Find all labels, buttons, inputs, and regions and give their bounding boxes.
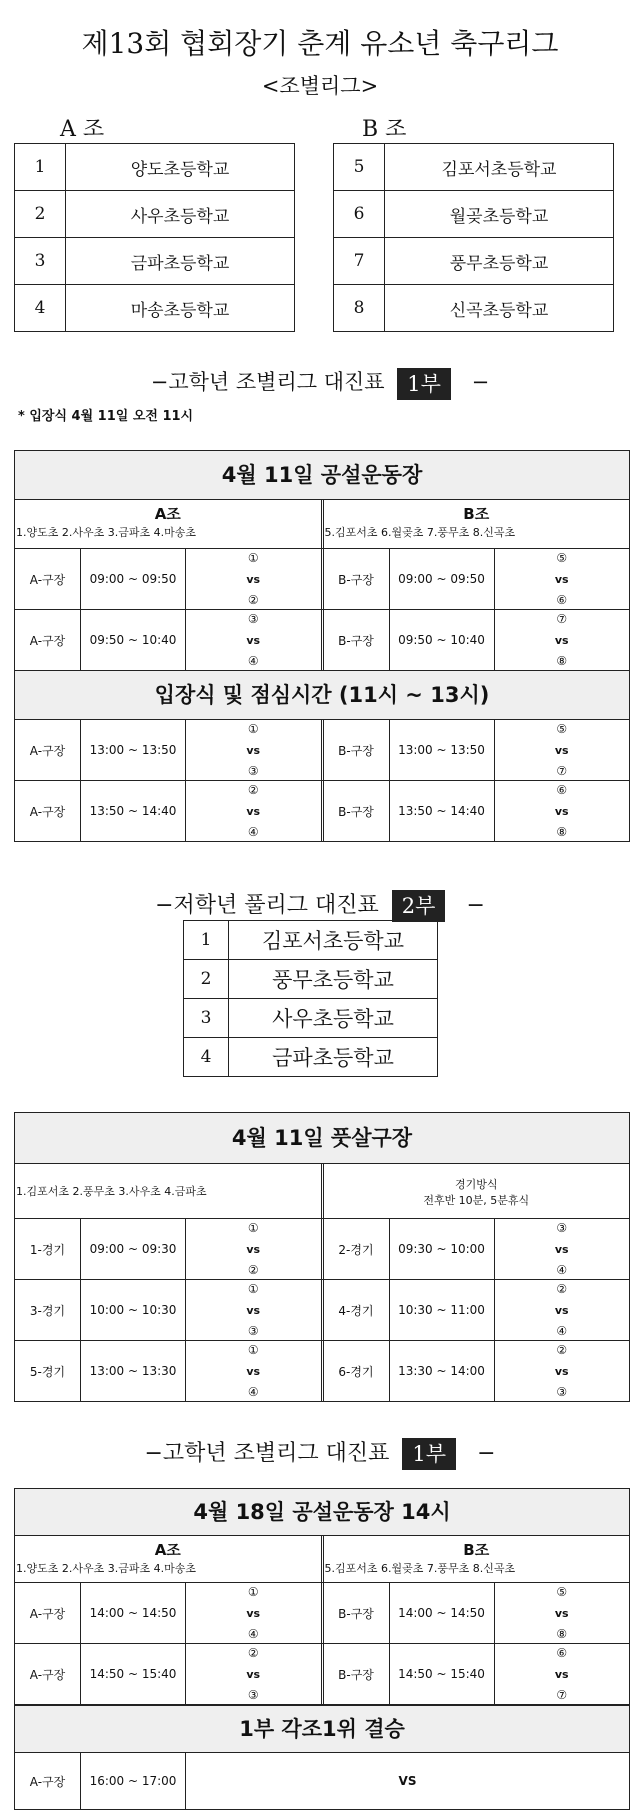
- schedule-band: 4월 11일 공설운동장: [15, 451, 629, 500]
- part-badge: 1부: [397, 368, 451, 400]
- team-marker: ④: [247, 825, 259, 839]
- match-right: [324, 781, 630, 841]
- team-marker: ⑦: [556, 764, 568, 778]
- group-a-table: [14, 143, 295, 332]
- group-header: [15, 1536, 629, 1583]
- time-cell: 13:00 ~ 13:30: [81, 1341, 186, 1401]
- pool-header: [15, 1164, 629, 1219]
- team-marker: ⑥: [556, 783, 568, 797]
- group-header: [15, 500, 629, 549]
- match-row: [15, 720, 629, 781]
- team-num: 6: [334, 191, 385, 238]
- team-num: 5: [334, 144, 385, 191]
- matchup-cell: [186, 610, 321, 670]
- vs-label: vs: [246, 1303, 261, 1317]
- game-cell: 3-경기: [15, 1280, 81, 1340]
- vs-label: vs: [246, 743, 261, 757]
- heading-dash: −: [477, 1441, 496, 1466]
- team-name: 사우초등학교: [229, 999, 438, 1038]
- schedule-band: 4월 18일 공설운동장 14시: [15, 1489, 629, 1536]
- time-cell: 09:00 ~ 09:30: [81, 1219, 186, 1279]
- matchup-cell: [495, 1644, 630, 1704]
- team-name: 풍무초등학교: [385, 238, 614, 285]
- vs-label: vs: [554, 633, 569, 647]
- table-row: [184, 999, 438, 1038]
- group-name: B조: [463, 505, 490, 523]
- game-cell: 6-경기: [324, 1341, 390, 1401]
- match-left: [15, 610, 324, 670]
- opening-note: * 입장식 4월 11일 오전 11시: [18, 409, 194, 424]
- vs-label: vs: [554, 1667, 569, 1681]
- matchup-cell: [186, 781, 321, 841]
- field-cell: A-구장: [15, 1644, 81, 1704]
- time-cell: 14:00 ~ 14:50: [390, 1583, 495, 1643]
- junior-pool-table: [183, 920, 438, 1077]
- team-marker: ③: [247, 1324, 259, 1338]
- team-marker: ③: [247, 612, 259, 626]
- team-num: 4: [15, 285, 66, 332]
- team-marker: ③: [556, 1385, 568, 1399]
- vs-label: vs: [246, 1667, 261, 1681]
- matchup-cell: [186, 1341, 321, 1401]
- senior-heading-2: [0, 1436, 640, 1470]
- vs-label: vs: [554, 804, 569, 818]
- match-left: [15, 1583, 324, 1643]
- team-name: 김포서초등학교: [385, 144, 614, 191]
- team-marker: ⑤: [556, 722, 568, 736]
- team-name: 풍무초등학교: [229, 960, 438, 999]
- matchup-cell: [186, 1644, 321, 1704]
- match-left: [15, 720, 324, 780]
- match-right: [324, 1644, 630, 1704]
- field-cell: B-구장: [324, 781, 390, 841]
- team-num: 7: [334, 238, 385, 285]
- final-vs: VS: [398, 1774, 417, 1788]
- matchup-cell: [495, 1219, 630, 1279]
- vs-label: vs: [246, 572, 261, 586]
- team-marker: ①: [247, 1282, 259, 1296]
- team-marker: ④: [247, 654, 259, 668]
- team-marker: ⑤: [556, 1585, 568, 1599]
- group-teams: 5.김포서초 6.월곶초 7.풍무초 8.신곡초: [324, 1562, 516, 1575]
- time-cell: 16:00 ~ 17:00: [81, 1753, 186, 1809]
- part-badge: 1부: [402, 1438, 456, 1470]
- matchup-cell: [186, 720, 321, 780]
- team-marker: ①: [247, 551, 259, 565]
- time-cell: 14:50 ~ 15:40: [390, 1644, 495, 1704]
- team-num: 3: [15, 238, 66, 285]
- time-cell: 09:50 ~ 10:40: [390, 610, 495, 670]
- team-marker: ③: [556, 1221, 568, 1235]
- team-marker: ②: [247, 1646, 259, 1660]
- matchup-cell: [495, 1280, 630, 1340]
- team-num: 2: [15, 191, 66, 238]
- team-marker: ②: [247, 1263, 259, 1277]
- group-b-header: [324, 500, 630, 548]
- match-row: [15, 1341, 629, 1401]
- table-row: [15, 238, 295, 285]
- group-teams: 5.김포서초 6.월곶초 7.풍무초 8.신곡초: [324, 526, 516, 539]
- match-left: [15, 1219, 324, 1279]
- team-num: 8: [334, 285, 385, 332]
- team-marker: ①: [247, 1221, 259, 1235]
- lunch-band: 입장식 및 점심시간 (11시 ~ 13시): [15, 671, 629, 720]
- table-row: [334, 191, 614, 238]
- match-row: [15, 1644, 629, 1705]
- matchup-cell: [495, 781, 630, 841]
- match-row: [15, 549, 629, 610]
- team-marker: ⑦: [556, 1688, 568, 1702]
- time-cell: 09:00 ~ 09:50: [81, 549, 186, 609]
- team-name: 금파초등학교: [229, 1038, 438, 1077]
- group-b-label: B 조: [362, 117, 407, 142]
- schedule-apr11-futsal: [14, 1112, 630, 1402]
- time-cell: 13:00 ~ 13:50: [390, 720, 495, 780]
- field-cell: B-구장: [324, 1644, 390, 1704]
- time-cell: 10:30 ~ 11:00: [390, 1280, 495, 1340]
- vs-label: vs: [554, 1606, 569, 1620]
- schedule-apr11-stadium: [14, 450, 630, 842]
- team-num: 3: [184, 999, 229, 1038]
- group-a-header: [15, 1536, 324, 1582]
- table-row: [184, 1038, 438, 1077]
- match-row: [15, 781, 629, 841]
- matchup-cell: [186, 1583, 321, 1643]
- vs-label: vs: [246, 633, 261, 647]
- vs-label: vs: [554, 743, 569, 757]
- team-marker: ②: [247, 593, 259, 607]
- vs-label: vs: [554, 1303, 569, 1317]
- match-left: [15, 1280, 324, 1340]
- game-cell: 5-경기: [15, 1341, 81, 1401]
- team-marker: ④: [247, 1385, 259, 1399]
- team-name: 마송초등학교: [66, 285, 295, 332]
- team-marker: ④: [556, 1263, 568, 1277]
- vs-label: vs: [554, 1364, 569, 1378]
- match-method: [324, 1164, 630, 1218]
- game-cell: 2-경기: [324, 1219, 390, 1279]
- group-b-table: [333, 143, 614, 332]
- group-name: A조: [154, 1541, 181, 1559]
- group-name: B조: [463, 1541, 490, 1559]
- team-marker: ⑧: [556, 825, 568, 839]
- field-cell: A-구장: [15, 610, 81, 670]
- team-marker: ④: [556, 1324, 568, 1338]
- table-row: [15, 144, 295, 191]
- field-cell: A-구장: [15, 781, 81, 841]
- game-cell: 4-경기: [324, 1280, 390, 1340]
- match-right: [324, 610, 630, 670]
- team-name: 금파초등학교: [66, 238, 295, 285]
- time-cell: 14:00 ~ 14:50: [81, 1583, 186, 1643]
- game-cell: 1-경기: [15, 1219, 81, 1279]
- field-cell: B-구장: [324, 610, 390, 670]
- team-name: 신곡초등학교: [385, 285, 614, 332]
- part-badge: 2부: [392, 890, 446, 922]
- field-cell: A-구장: [15, 549, 81, 609]
- team-marker: ⑤: [556, 551, 568, 565]
- team-marker: ⑧: [556, 654, 568, 668]
- vs-label: vs: [246, 804, 261, 818]
- time-cell: 13:50 ~ 14:40: [81, 781, 186, 841]
- matchup-cell: [495, 549, 630, 609]
- heading-text: −고학년 조별리그 대진표: [150, 370, 385, 394]
- schedule-band: 4월 11일 풋살구장: [15, 1113, 629, 1164]
- team-name: 월곶초등학교: [385, 191, 614, 238]
- field-cell: A-구장: [15, 1583, 81, 1643]
- team-marker: ⑥: [556, 1646, 568, 1660]
- team-marker: ⑦: [556, 612, 568, 626]
- final-row: [15, 1753, 629, 1809]
- table-row: [15, 285, 295, 332]
- team-marker: ⑥: [556, 593, 568, 607]
- match-right: [324, 549, 630, 609]
- match-left: [15, 1644, 324, 1704]
- heading-dash: −: [471, 370, 490, 394]
- team-marker: ②: [247, 783, 259, 797]
- team-name: 사우초등학교: [66, 191, 295, 238]
- table-row: [334, 144, 614, 191]
- matchup-cell: [495, 720, 630, 780]
- time-cell: 09:50 ~ 10:40: [81, 610, 186, 670]
- match-right: [324, 1219, 630, 1279]
- field-cell: B-구장: [324, 720, 390, 780]
- match-right: [324, 1341, 630, 1401]
- pool-teams-header: [15, 1164, 324, 1218]
- team-marker: ③: [247, 1688, 259, 1702]
- group-teams: 1.양도초 2.사우초 3.금파초 4.마송초: [16, 1562, 196, 1575]
- team-num: 4: [184, 1038, 229, 1077]
- matchup-cell: [495, 610, 630, 670]
- heading-text: −고학년 조별리그 대진표: [144, 1441, 390, 1466]
- heading-text: −저학년 풀리그 대진표: [155, 893, 379, 918]
- vs-label: vs: [246, 1606, 261, 1620]
- team-marker: ①: [247, 722, 259, 736]
- team-num: 2: [184, 960, 229, 999]
- final-band: 1부 각조1위 결승: [15, 1705, 629, 1753]
- match-right: [324, 1280, 630, 1340]
- heading-dash: −: [466, 893, 485, 918]
- team-marker: ②: [556, 1343, 568, 1357]
- team-marker: ③: [247, 764, 259, 778]
- match-left: [15, 781, 324, 841]
- matchup-cell: [186, 1280, 321, 1340]
- matchup-cell: [495, 1341, 630, 1401]
- group-a-header: [15, 500, 324, 548]
- team-marker: ①: [247, 1585, 259, 1599]
- time-cell: 09:00 ~ 09:50: [390, 549, 495, 609]
- match-row: [15, 1280, 629, 1341]
- group-name: A조: [154, 505, 181, 523]
- field-cell: A-구장: [15, 1753, 81, 1809]
- team-marker: ⑧: [556, 1627, 568, 1641]
- team-name: 김포서초등학교: [229, 921, 438, 960]
- match-row: [15, 610, 629, 671]
- team-num: 1: [184, 921, 229, 960]
- matchup-cell: [186, 1219, 321, 1279]
- group-a-label: A 조: [60, 117, 105, 142]
- table-row: [184, 960, 438, 999]
- match-row: [15, 1219, 629, 1280]
- page-title: 제13회 협회장기 춘계 유소년 축구리그: [81, 27, 559, 60]
- time-cell: 09:30 ~ 10:00: [390, 1219, 495, 1279]
- match-left: [15, 549, 324, 609]
- junior-heading: [0, 888, 640, 922]
- team-marker: ④: [247, 1627, 259, 1641]
- match-row: [15, 1583, 629, 1644]
- vs-label: vs: [554, 1242, 569, 1256]
- matchup-cell: [186, 549, 321, 609]
- table-row: [184, 921, 438, 960]
- time-cell: 13:00 ~ 13:50: [81, 720, 186, 780]
- page-subtitle: <조별리그>: [261, 74, 379, 98]
- table-row: [334, 238, 614, 285]
- team-name: 양도초등학교: [66, 144, 295, 191]
- table-row: [334, 285, 614, 332]
- pool-teams: 1.김포서초 2.풍무초 3.사우초 4.금파초: [16, 1185, 207, 1198]
- field-cell: B-구장: [324, 1583, 390, 1643]
- team-marker: ①: [247, 1343, 259, 1357]
- time-cell: 13:30 ~ 14:00: [390, 1341, 495, 1401]
- vs-label: vs: [554, 572, 569, 586]
- team-marker: ②: [556, 1282, 568, 1296]
- match-left: [15, 1341, 324, 1401]
- group-b-header: [324, 1536, 630, 1582]
- method-detail: 전후반 10분, 5분휴식: [423, 1194, 530, 1207]
- schedule-apr18-stadium: [14, 1488, 630, 1810]
- field-cell: B-구장: [324, 549, 390, 609]
- field-cell: A-구장: [15, 720, 81, 780]
- match-right: [324, 720, 630, 780]
- time-cell: 14:50 ~ 15:40: [81, 1644, 186, 1704]
- time-cell: 13:50 ~ 14:40: [390, 781, 495, 841]
- vs-label: vs: [246, 1364, 261, 1378]
- group-teams: 1.양도초 2.사우초 3.금파초 4.마송초: [16, 526, 196, 539]
- vs-label: vs: [246, 1242, 261, 1256]
- senior-heading-1: [0, 366, 640, 400]
- matchup-cell: [495, 1583, 630, 1643]
- match-right: [324, 1583, 630, 1643]
- table-row: [15, 191, 295, 238]
- method-title: 경기방식: [454, 1178, 498, 1191]
- team-num: 1: [15, 144, 66, 191]
- time-cell: 10:00 ~ 10:30: [81, 1280, 186, 1340]
